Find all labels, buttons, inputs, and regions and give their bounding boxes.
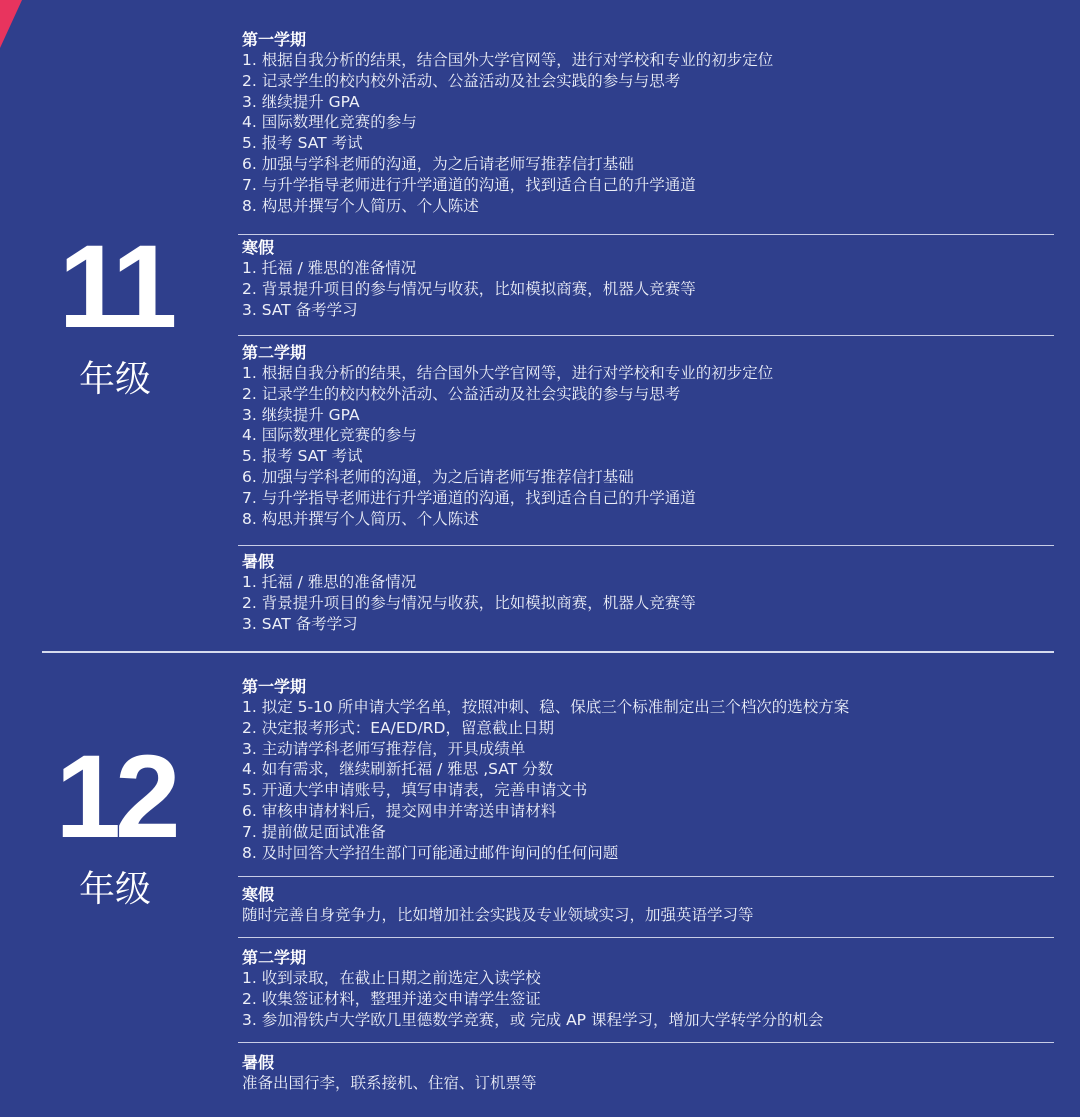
list-item: 3. SAT 备考学习 [242, 614, 358, 633]
g12-semester1-section [242, 677, 1054, 863]
section-title: 暑假 [242, 1053, 275, 1072]
list-item: 7. 提前做足面试准备 [242, 822, 386, 841]
list-item: 1. 托福 / 雅思的准备情况 [242, 259, 417, 277]
list-item: 6. 加强与学科老师的沟通，为之后请老师写推荐信打基础 [242, 467, 634, 486]
section-divider [238, 876, 1054, 877]
list-item: 1. 根据自我分析的结果，结合国外大学官网等，进行对学校和专业的初步定位 [242, 51, 774, 69]
list-item: 8. 构思并撰写个人简历、个人陈述 [242, 509, 479, 528]
list-item: 3. SAT 备考学习 [242, 300, 358, 319]
section-divider [238, 937, 1054, 938]
list-item: 6. 加强与学科老师的沟通，为之后请老师写推荐信打基础 [242, 154, 634, 173]
grade-divider [42, 651, 1054, 653]
list-item: 8. 及时回答大学招生部门可能通过邮件询问的任何问题 [242, 843, 619, 862]
g12-semester2-section [242, 948, 1054, 1030]
section-divider [238, 234, 1054, 235]
section-title: 第一学期 [242, 677, 307, 696]
list-item: 4. 国际数理化竞赛的参与 [242, 113, 417, 132]
section-title: 第二学期 [242, 948, 307, 967]
g11-summer-section [242, 552, 1054, 634]
g12-winter-section [242, 885, 1054, 926]
list-item: 2. 记录学生的校内校外活动、公益活动及社会实践的参与与思考 [242, 384, 681, 403]
section-divider [238, 335, 1054, 336]
section-title: 暑假 [242, 552, 275, 571]
grade-11-number: 11 [58, 221, 172, 353]
section-title: 第一学期 [242, 30, 307, 49]
list-item: 2. 决定报考形式：EA/ED/RD，留意截止日期 [242, 718, 554, 737]
list-item: 5. 报考 SAT 考试 [242, 447, 363, 466]
grade-12-marker [0, 731, 230, 912]
list-item: 随时完善自身竞争力，比如增加社会实践及专业领域实习，加强英语学习等 [242, 906, 754, 924]
section-title: 寒假 [242, 885, 275, 904]
list-item: 1. 根据自我分析的结果，结合国外大学官网等，进行对学校和专业的初步定位 [242, 364, 774, 382]
g11-semester2-section [242, 343, 1054, 529]
grade-11-marker [0, 221, 230, 402]
list-item: 8. 构思并撰写个人简历、个人陈述 [242, 196, 479, 215]
list-item: 3. 参加滑铁卢大学欧几里德数学竞赛，或 完成 AP 课程学习，增加大学转学分的机会 [242, 1010, 824, 1029]
list-item: 2. 背景提升项目的参与情况与收获，比如模拟商赛，机器人竞赛等 [242, 279, 696, 298]
list-item: 3. 主动请学科老师写推荐信，开具成绩单 [242, 739, 526, 758]
section-divider [238, 1042, 1054, 1043]
list-item: 4. 国际数理化竞赛的参与 [242, 426, 417, 445]
list-item: 2. 记录学生的校内校外活动、公益活动及社会实践的参与与思考 [242, 71, 681, 90]
list-item: 3. 继续提升 GPA [242, 405, 360, 424]
grade-12-label: 年级 [78, 869, 151, 910]
list-item: 1. 托福 / 雅思的准备情况 [242, 573, 417, 591]
section-title: 寒假 [242, 238, 275, 257]
list-item: 7. 与升学指导老师进行升学通道的沟通，找到适合自己的升学通道 [242, 175, 696, 194]
list-item: 4. 如有需求，继续刷新托福 / 雅思 ,SAT 分数 [242, 760, 554, 779]
list-item: 1. 收到录取，在截止日期之前选定入读学校 [242, 969, 541, 987]
grade-12-number: 12 [55, 731, 175, 863]
section-title: 第二学期 [242, 343, 307, 362]
corner-accent [0, 0, 22, 48]
list-item: 1. 拟定 5-10 所申请大学名单，按照冲刺、稳、保底三个标准制定出三个档次的选校方案 [242, 698, 850, 716]
section-divider [238, 545, 1054, 546]
list-item: 2. 背景提升项目的参与情况与收获，比如模拟商赛，机器人竞赛等 [242, 593, 696, 612]
g11-winter-section [242, 238, 1054, 320]
list-item: 5. 报考 SAT 考试 [242, 134, 363, 153]
g12-summer-section [242, 1053, 1054, 1094]
list-item: 5. 开通大学申请账号，填写申请表，完善申请文书 [242, 781, 588, 800]
list-item: 6. 审核申请材料后，提交网申并寄送申请材料 [242, 801, 557, 820]
grade-11-label: 年级 [78, 359, 151, 400]
list-item: 准备出国行李，联系接机、住宿、订机票等 [242, 1074, 537, 1092]
list-item: 3. 继续提升 GPA [242, 92, 360, 111]
g11-semester1-section [242, 30, 1054, 216]
list-item: 2. 收集签证材料，整理并递交申请学生签证 [242, 989, 541, 1008]
list-item: 7. 与升学指导老师进行升学通道的沟通，找到适合自己的升学通道 [242, 488, 696, 507]
